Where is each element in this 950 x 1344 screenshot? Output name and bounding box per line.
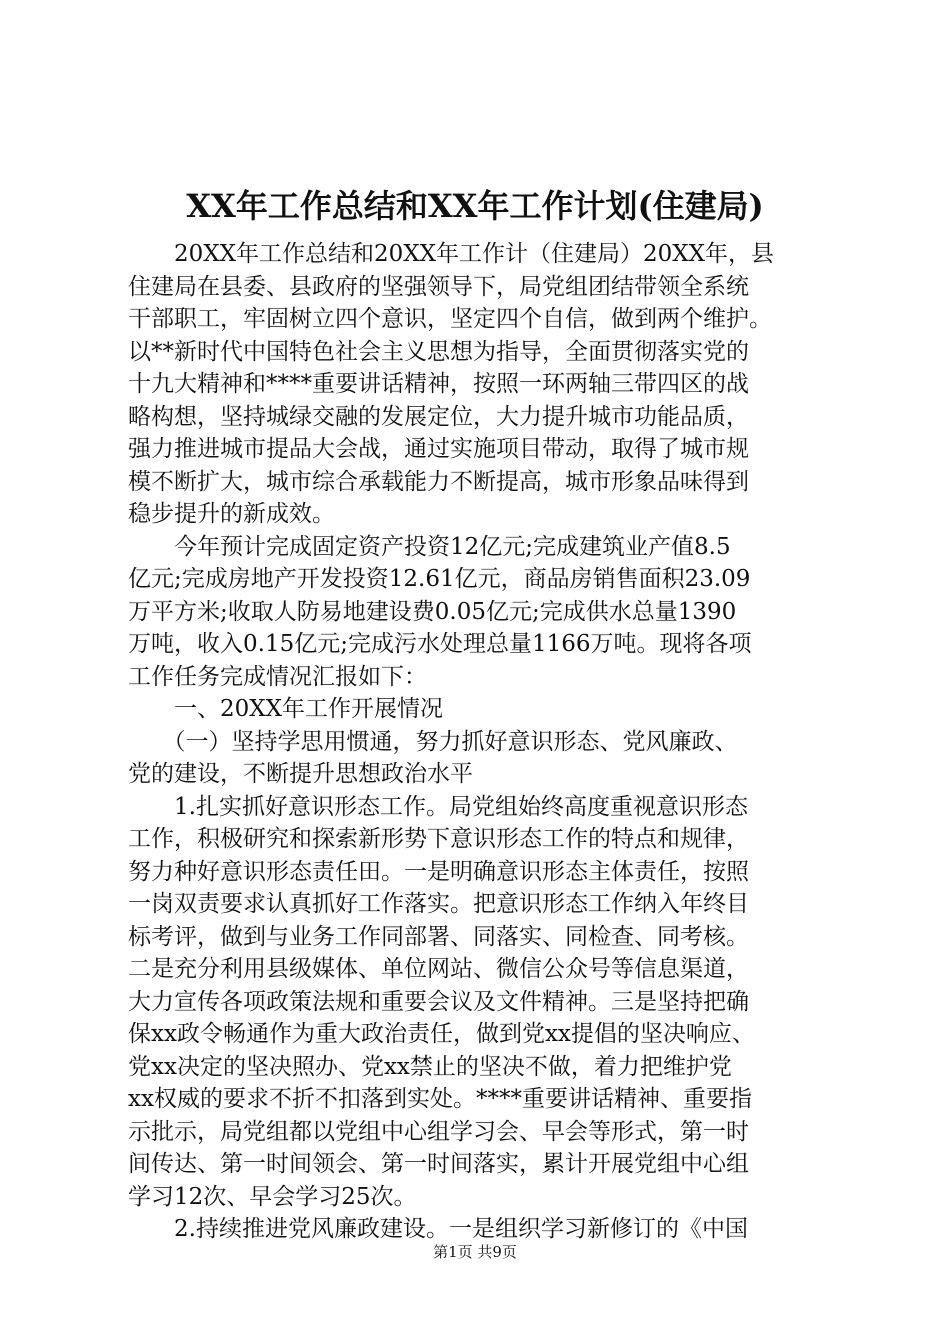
body-line: 努力种好意识形态责任田。一是明确意识形态主体责任，按照 (128, 858, 749, 885)
body-line: 强力推进城市提品大会战，通过实施项目带动，取得了城市规 (128, 436, 749, 462)
body-line: 亿元;完成房地产开发投资12.61亿元，商品房销售面积23.09 (128, 566, 751, 592)
body-line: 学习12次、早会学习25次。 (128, 1183, 417, 1210)
body-line: xx权威的要求不折不扣落到实处。****重要讲话精神、重要指 (128, 1086, 752, 1112)
body-line: 2.持续推进党风廉政建设。一是组织学习新修订的《中国 (128, 1216, 748, 1242)
body-line: 标考评，做到与业务工作同部署、同落实、同检查、同考核。 (128, 923, 749, 950)
body-line: 保xx政令畅通作为重大政治责任，做到党xx提倡的坚决响应、 (128, 1021, 755, 1047)
body-line: 一岗双责要求认真抓好工作落实。把意识形态工作纳入年终目 (128, 891, 749, 917)
body-line: 党xx决定的坚决照办、党xx禁止的坚决不做，着力把维护党 (128, 1053, 732, 1080)
body-line: 二是充分利用县级媒体、单位网站、微信公众号等信息渠道， (128, 956, 749, 982)
body-line: 大力宣传各项政策法规和重要会议及文件精神。三是坚持把确 (128, 988, 749, 1015)
body-line: 干部职工，牢固树立四个意识，坚定四个自信，做到两个维护。 (128, 306, 772, 332)
section-heading: 一、20XX年工作开展情况 (128, 696, 444, 722)
body-line: 十九大精神和****重要讲话精神，按照一环两轴三带四区的战 (128, 371, 749, 397)
body-line: 万吨，收入0.15亿元;完成污水处理总量1166万吨。现将各项 (128, 631, 752, 657)
body-line: 万平方米;收取人防易地建设费0.05亿元;完成供水总量1390 (128, 598, 737, 625)
page-footer: 第1页 共9页 (433, 1243, 517, 1261)
body-line: 稳步提升的新成效。 (128, 501, 335, 527)
body-line: 1.扎实抓好意识形态工作。局党组始终高度重视意识形态 (128, 793, 748, 820)
subsection-heading: 党的建设，不断提升思想政治水平 (128, 761, 473, 787)
body-line: 20XX年工作总结和20XX年工作计（住建局）20XX年，县 (128, 241, 775, 267)
body-line: 工作，积极研究和探索新形势下意识形态工作的特点和规律， (128, 826, 749, 852)
body-line: 以**新时代中国特色社会主义思想为指导，全面贯彻落实党的 (128, 338, 749, 365)
body-line: 间传达、第一时间领会、第一时间落实，累计开展党组中心组 (128, 1151, 749, 1177)
body-line: 模不断扩大，城市综合承载能力不断提高，城市形象品味得到 (128, 468, 749, 495)
document-title: XX年工作总结和XX年工作计划(住建局) (186, 187, 764, 225)
body-line: 今年预计完成固定资产投资12亿元;完成建筑业产值8.5 (128, 533, 731, 560)
body-line: 示批示，局党组都以党组中心组学习会、早会等形式，第一时 (128, 1118, 749, 1145)
document-body (128, 238, 840, 1246)
subsection-heading: （一）坚持学思用惯通，努力抓好意识形态、党风廉政、 (128, 728, 738, 755)
body-line: 工作任务完成情况汇报如下： (128, 663, 427, 690)
body-line: 住建局在县委、县政府的坚强领导下，局党组团结带领全系统 (128, 273, 749, 300)
body-line: 略构想，坚持城绿交融的发展定位，大力提升城市功能品质， (128, 403, 749, 430)
